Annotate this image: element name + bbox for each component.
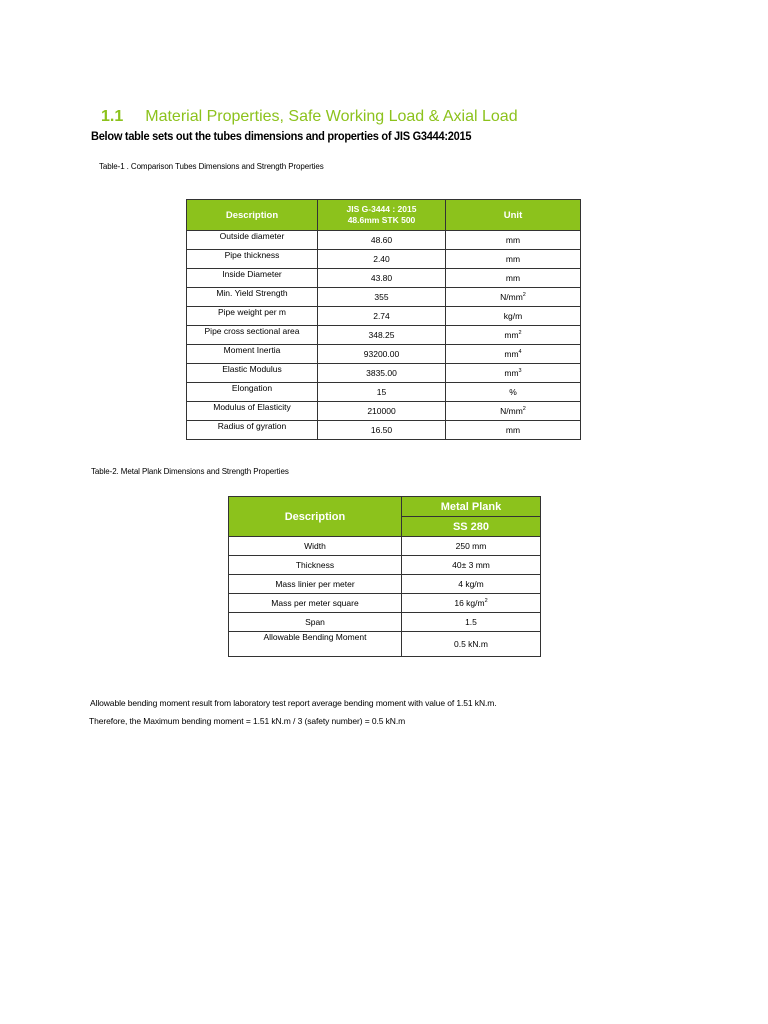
table-row xyxy=(187,307,581,326)
col-header-metal-plank: Metal Plank xyxy=(402,497,541,517)
row-value: 93200.00 xyxy=(318,345,446,364)
row-value: 1.5 xyxy=(402,613,541,632)
metal-plank-table xyxy=(228,496,541,657)
row-description: Min. Yield Strength xyxy=(187,288,318,307)
table-row xyxy=(229,537,541,556)
row-value: 15 xyxy=(318,383,446,402)
table-row xyxy=(229,632,541,657)
table-row xyxy=(187,345,581,364)
row-description: Radius of gyration xyxy=(187,421,318,440)
table-row xyxy=(187,231,581,250)
col-header-description: Description xyxy=(187,200,318,231)
row-unit: % xyxy=(446,383,581,402)
row-value: 355 xyxy=(318,288,446,307)
row-unit: mm xyxy=(446,231,581,250)
table-header-row xyxy=(229,497,541,517)
table-row xyxy=(187,326,581,345)
table-row xyxy=(187,383,581,402)
row-value: 2.40 xyxy=(318,250,446,269)
row-description: Modulus of Elasticity xyxy=(187,402,318,421)
col-header-jis xyxy=(318,200,446,231)
row-description: Mass per meter square xyxy=(229,594,402,613)
row-unit: $mm^3$ xyxy=(446,364,581,383)
row-description: Elastic Modulus xyxy=(187,364,318,383)
table-row xyxy=(187,364,581,383)
row-description: Elongation xyxy=(187,383,318,402)
row-value: 3835.00 xyxy=(318,364,446,383)
table-header-row xyxy=(187,200,581,231)
row-description: Mass linier per meter xyxy=(229,575,402,594)
table-row xyxy=(187,288,581,307)
row-value: 0.5 kN.m xyxy=(402,632,541,657)
row-unit: $mm^4$ xyxy=(446,345,581,364)
jis-tube-label: 48.6mm STK 500 xyxy=(347,215,416,225)
row-unit: $mm^2$ xyxy=(446,326,581,345)
row-value: 43.80 xyxy=(318,269,446,288)
row-unit: mm xyxy=(446,421,581,440)
table-row xyxy=(187,421,581,440)
col-header-unit: Unit xyxy=(446,200,581,231)
section-number: 1.1 xyxy=(101,108,124,125)
row-unit: mm xyxy=(446,250,581,269)
table-row xyxy=(187,269,581,288)
row-description: Moment Inertia xyxy=(187,345,318,364)
table-row xyxy=(187,402,581,421)
intro-text: Below table sets out the tubes dimensions and properties of JIS G3444:2015 xyxy=(91,129,472,143)
jis-standard-label: JIS G-3444 : 2015 xyxy=(346,204,417,214)
row-value: 250 mm xyxy=(402,537,541,556)
section-title: Material Properties, Safe Working Load & Axial Load xyxy=(145,108,518,125)
row-value: 210000 xyxy=(318,402,446,421)
row-description: Outside diameter xyxy=(187,231,318,250)
row-description: Allowable Bending Moment xyxy=(229,632,402,657)
row-description: Pipe thickness xyxy=(187,250,318,269)
row-value: 348.25 xyxy=(318,326,446,345)
note-line-2: Therefore, the Maximum bending moment = 1.51 kN.m / 3 (safety number) = 0.5 kN.m xyxy=(89,716,406,726)
table-row xyxy=(229,556,541,575)
table-row xyxy=(187,250,581,269)
table-row xyxy=(229,594,541,613)
table-row xyxy=(229,575,541,594)
row-value: 16.50 xyxy=(318,421,446,440)
row-description: Span xyxy=(229,613,402,632)
row-description: Pipe cross sectional area xyxy=(187,326,318,345)
col-header-grade: SS 280 xyxy=(402,517,541,537)
section-heading xyxy=(101,108,518,126)
row-value: 4 kg/m xyxy=(402,575,541,594)
row-unit: $N/mm^2$ xyxy=(446,402,581,421)
row-description: Pipe weight per m xyxy=(187,307,318,326)
row-description: Width xyxy=(229,537,402,556)
table2-caption: Table-2. Metal Plank Dimensions and Strength Properties xyxy=(91,467,289,476)
row-value: 2.74 xyxy=(318,307,446,326)
row-value: 48.60 xyxy=(318,231,446,250)
row-value: 16 $kg/m^2$ xyxy=(402,594,541,613)
table-row xyxy=(229,613,541,632)
row-description: Inside Diameter xyxy=(187,269,318,288)
row-unit: kg/m xyxy=(446,307,581,326)
note-line-1: Allowable bending moment result from laboratory test report average bending moment with value of 1.51 kN.m. xyxy=(90,698,497,708)
row-value: 40± 3 mm xyxy=(402,556,541,575)
row-unit: mm xyxy=(446,269,581,288)
col-header-description: Description xyxy=(229,497,402,537)
row-unit: $N/mm^2$ xyxy=(446,288,581,307)
table1-caption: Table-1 . Comparison Tubes Dimensions and Strength Properties xyxy=(99,162,324,171)
tube-properties-table xyxy=(186,199,581,440)
row-description: Thickness xyxy=(229,556,402,575)
